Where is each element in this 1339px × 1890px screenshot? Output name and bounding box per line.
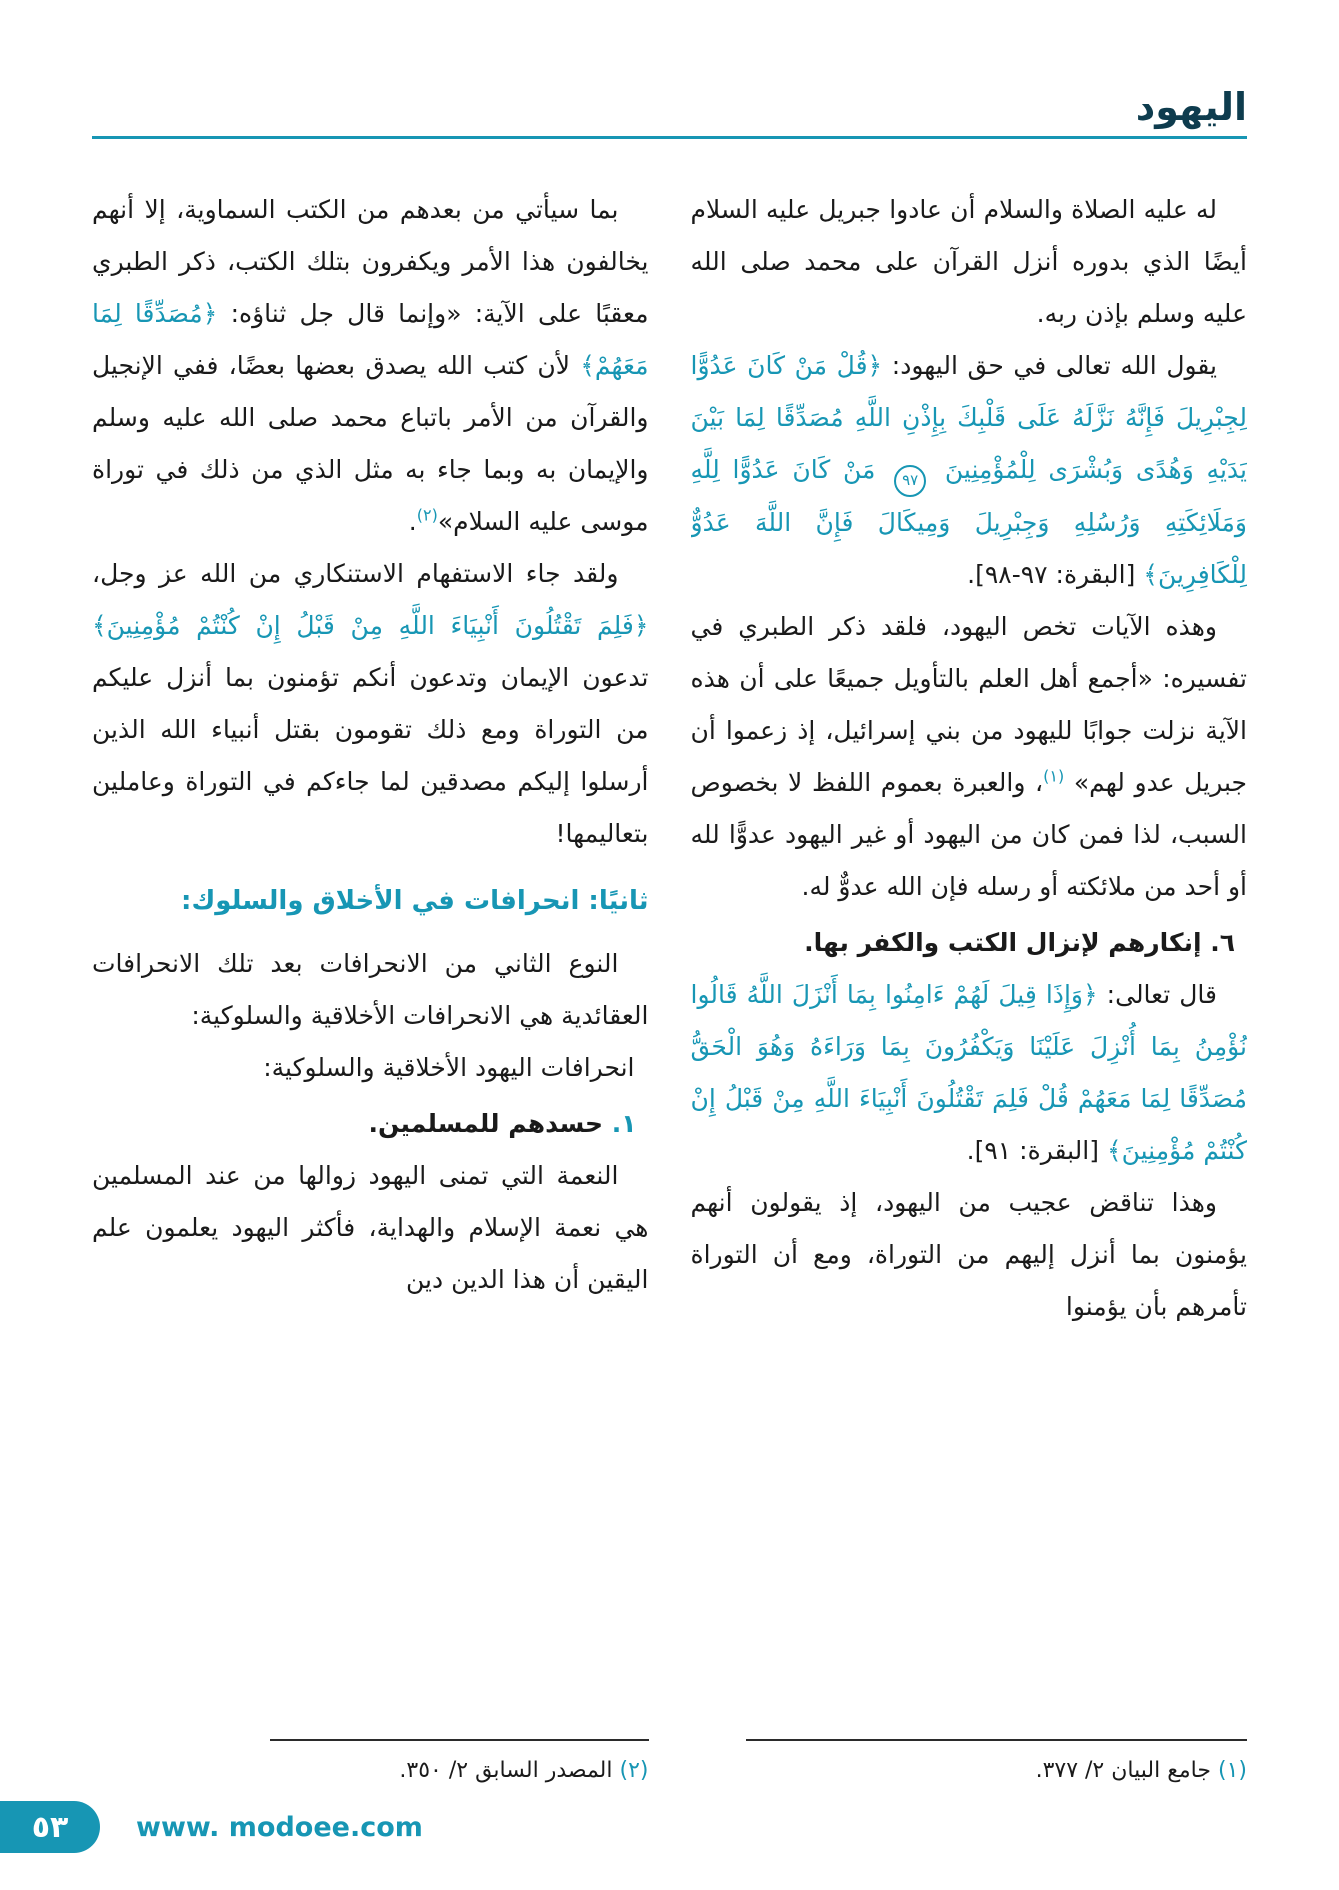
footnote-body: جامع البيان ٢/ ٣٧٧. xyxy=(1035,1757,1218,1783)
quran-verse: ﴿فَلِمَ تَقْتُلُونَ أَنْبِيَاءَ اللَّهِ مِنْ قَبْلُ إِنْ كُنْتُمْ مُؤْمِنِينَ﴾ xyxy=(92,611,649,640)
paragraph xyxy=(92,1150,649,1306)
body-text: ، والعبرة بعموم اللفظ لا بخصوص السبب، لذا فمن كان من اليهود أو غير اليهود عدوًّا لله أو أحد من ملائكته أو رسله فإن الله عدوٌّ له. xyxy=(690,767,1247,901)
page-footer xyxy=(0,1800,423,1854)
quran-verse: ﴿وَإِذَا قِيلَ لَهُمْ ءَامِنُوا بِمَا أَنْزَلَ اللَّهُ قَالُوا نُؤْمِنُ بِمَا أُنْزِلَ عَلَيْنَا وَيَكْفُرُونَ بِمَا وَرَاءَهُ وَهُوَ الْحَقُّ مُصَدِّقًا لِمَا مَعَهُمْ قُلْ فَلِمَ تَقْتُلُونَ أَنْبِيَاءَ اللَّهِ مِنْ قَبْلُ إِنْ كُنْتُمْ مُؤْمِنِينَ﴾ xyxy=(690,979,1247,1165)
page-title: اليهود xyxy=(1135,85,1247,129)
paragraph xyxy=(691,601,1248,913)
heading-text: ثانيًا: انحرافات في الأخلاق والسلوك: xyxy=(181,886,649,916)
header-divider xyxy=(92,136,1247,139)
body-text: يقول الله تعالى في حق اليهود: xyxy=(882,351,1218,380)
body-text: النوع الثاني من الانحرافات بعد تلك الانحرافات العقائدية هي الانحرافات الأخلاقية والسلوكية: xyxy=(92,949,649,1031)
paragraph xyxy=(691,1177,1248,1333)
verse-reference: [البقرة: ٩١]. xyxy=(966,1135,1107,1165)
footnote-divider xyxy=(746,1739,1247,1741)
heading-text: ٦. إنكارهم لإنزال الكتب والكفر بها. xyxy=(804,927,1235,957)
quran-verse: مَنْ كَانَ عَدُوًّا لِلَّهِ وَمَلَائِكَتِهِ وَرُسُلِهِ وَجِبْرِيلَ وَمِيكَالَ فَإِنَّ اللَّهَ عَدُوٌّ لِلْكَافِرِينَ﴾ xyxy=(690,455,1247,589)
body-text: . xyxy=(408,507,417,536)
body-text: انحرافات اليهود الأخلاقية والسلوكية: xyxy=(263,1053,635,1083)
ayah-number-badge: ٩٧ xyxy=(894,465,926,497)
footnote-divider xyxy=(270,1739,648,1741)
page-number: ٥٣ xyxy=(31,1809,69,1845)
body-text: قال تعالى: xyxy=(1097,979,1217,1009)
quran-verse: ﴿مُصَدِّقًا لِمَا مَعَهُمْ﴾ xyxy=(92,299,649,380)
heading-text: حسدهم للمسلمين. xyxy=(368,1109,604,1139)
quran-verse: ﴿قُلْ مَنْ كَانَ عَدُوًّا لِجِبْرِيلَ فَإِنَّهُ نَزَّلَهُ عَلَى قَلْبِكَ بِإِذْنِ اللَّهِ مُصَدِّقًا لِمَا بَيْنَ يَدَيْهِ وَهُدًى وَبُشْرَى لِلْمُؤْمِنِينَ xyxy=(690,351,1247,484)
numbered-subheading xyxy=(92,1098,649,1150)
body-text: له عليه الصلاة والسلام أن عادوا جبريل عليه السلام أيضًا الذي بدوره أنزل القرآن على محمد صلى الله عليه وسلم بإذن ربه. xyxy=(690,195,1247,328)
footnote-ref-1: (١) xyxy=(1043,766,1065,786)
website-link[interactable]: www. modoee.com xyxy=(136,1811,423,1843)
footnote-left xyxy=(92,1739,649,1788)
paragraph xyxy=(691,184,1248,340)
body-text: وهذه الآيات تخص اليهود، فلقد ذكر الطبري في تفسيره: «أجمع أهل العلم بالتأويل جميعًا على أن هذه الآية نزلت جوابًا لليهود من بني إسرائيل، إذ زعموا أن جبريل عدو لهم» xyxy=(690,611,1247,797)
page-number-badge xyxy=(0,1801,100,1853)
body-text: النعمة التي تمنى اليهود زوالها من عند المسلمين هي نعمة الإسلام والهداية، فأكثر اليهود يعلمون علم اليقين أن هذا الدين دين xyxy=(92,1161,649,1295)
paragraph-with-verse xyxy=(92,548,649,860)
section-heading xyxy=(92,874,649,928)
footnote-number: (١) xyxy=(1217,1757,1247,1783)
footnote-ref-2: (٢) xyxy=(416,505,438,525)
body-text: تدعون الإيمان وتدعون أنكم تؤمنون بما أنزل عليكم من التوراة ومع ذلك تقومون بقتل أنبياء الله الذين أرسلوا إليكم مصدقين لما جاءكم في التوراة وعاملين بتعاليمها! xyxy=(92,663,649,848)
verse-reference: [البقرة: ٩٧-٩٨]. xyxy=(967,559,1144,589)
footnote-body: المصدر السابق ٢/ ٣٥٠. xyxy=(399,1757,620,1783)
body-text: ولقد جاء الاستفهام الاستنكاري من الله عز وجل، xyxy=(92,559,619,588)
body-text: لأن كتب الله يصدق بعضها بعضًا، ففي الإنجيل والقرآن من الأمر باتباع محمد صلى الله عليه وسلم والإيمان به وبما جاء به مثل الذي من ذلك في توراة موسى عليه السلام» xyxy=(92,351,649,536)
paragraph-with-verse xyxy=(92,184,649,548)
content-columns xyxy=(92,184,1247,1788)
paragraph-with-verse xyxy=(691,340,1248,601)
paragraph xyxy=(92,938,649,1042)
footnote-number: (٢) xyxy=(619,1757,649,1783)
column-right xyxy=(691,184,1248,1788)
column-left xyxy=(92,184,649,1788)
column-left-body xyxy=(92,184,649,1723)
paragraph-with-verse xyxy=(691,969,1248,1177)
footnote-text xyxy=(92,1753,649,1788)
body-text: وهذا تناقض عجيب من اليهود، إذ يقولون أنهم يؤمنون بما أنزل إليهم من التوراة، ومع أن التوراة تأمرهم بأن يؤمنوا xyxy=(690,1187,1247,1321)
numbered-section-heading xyxy=(691,917,1248,969)
paragraph xyxy=(92,1042,649,1094)
column-right-body xyxy=(691,184,1248,1723)
footnote-text xyxy=(691,1753,1248,1788)
list-number: ١. xyxy=(603,1109,637,1139)
page-header xyxy=(92,84,1247,139)
footnote-right xyxy=(691,1739,1248,1788)
body-text: بما سيأتي من بعدهم من الكتب السماوية، إلا أنهم يخالفون هذا الأمر ويكفرون بتلك الكتب، ذكر الطبري معقبًا على الآية: «وإنما قال جل ثناؤه: xyxy=(92,195,649,328)
